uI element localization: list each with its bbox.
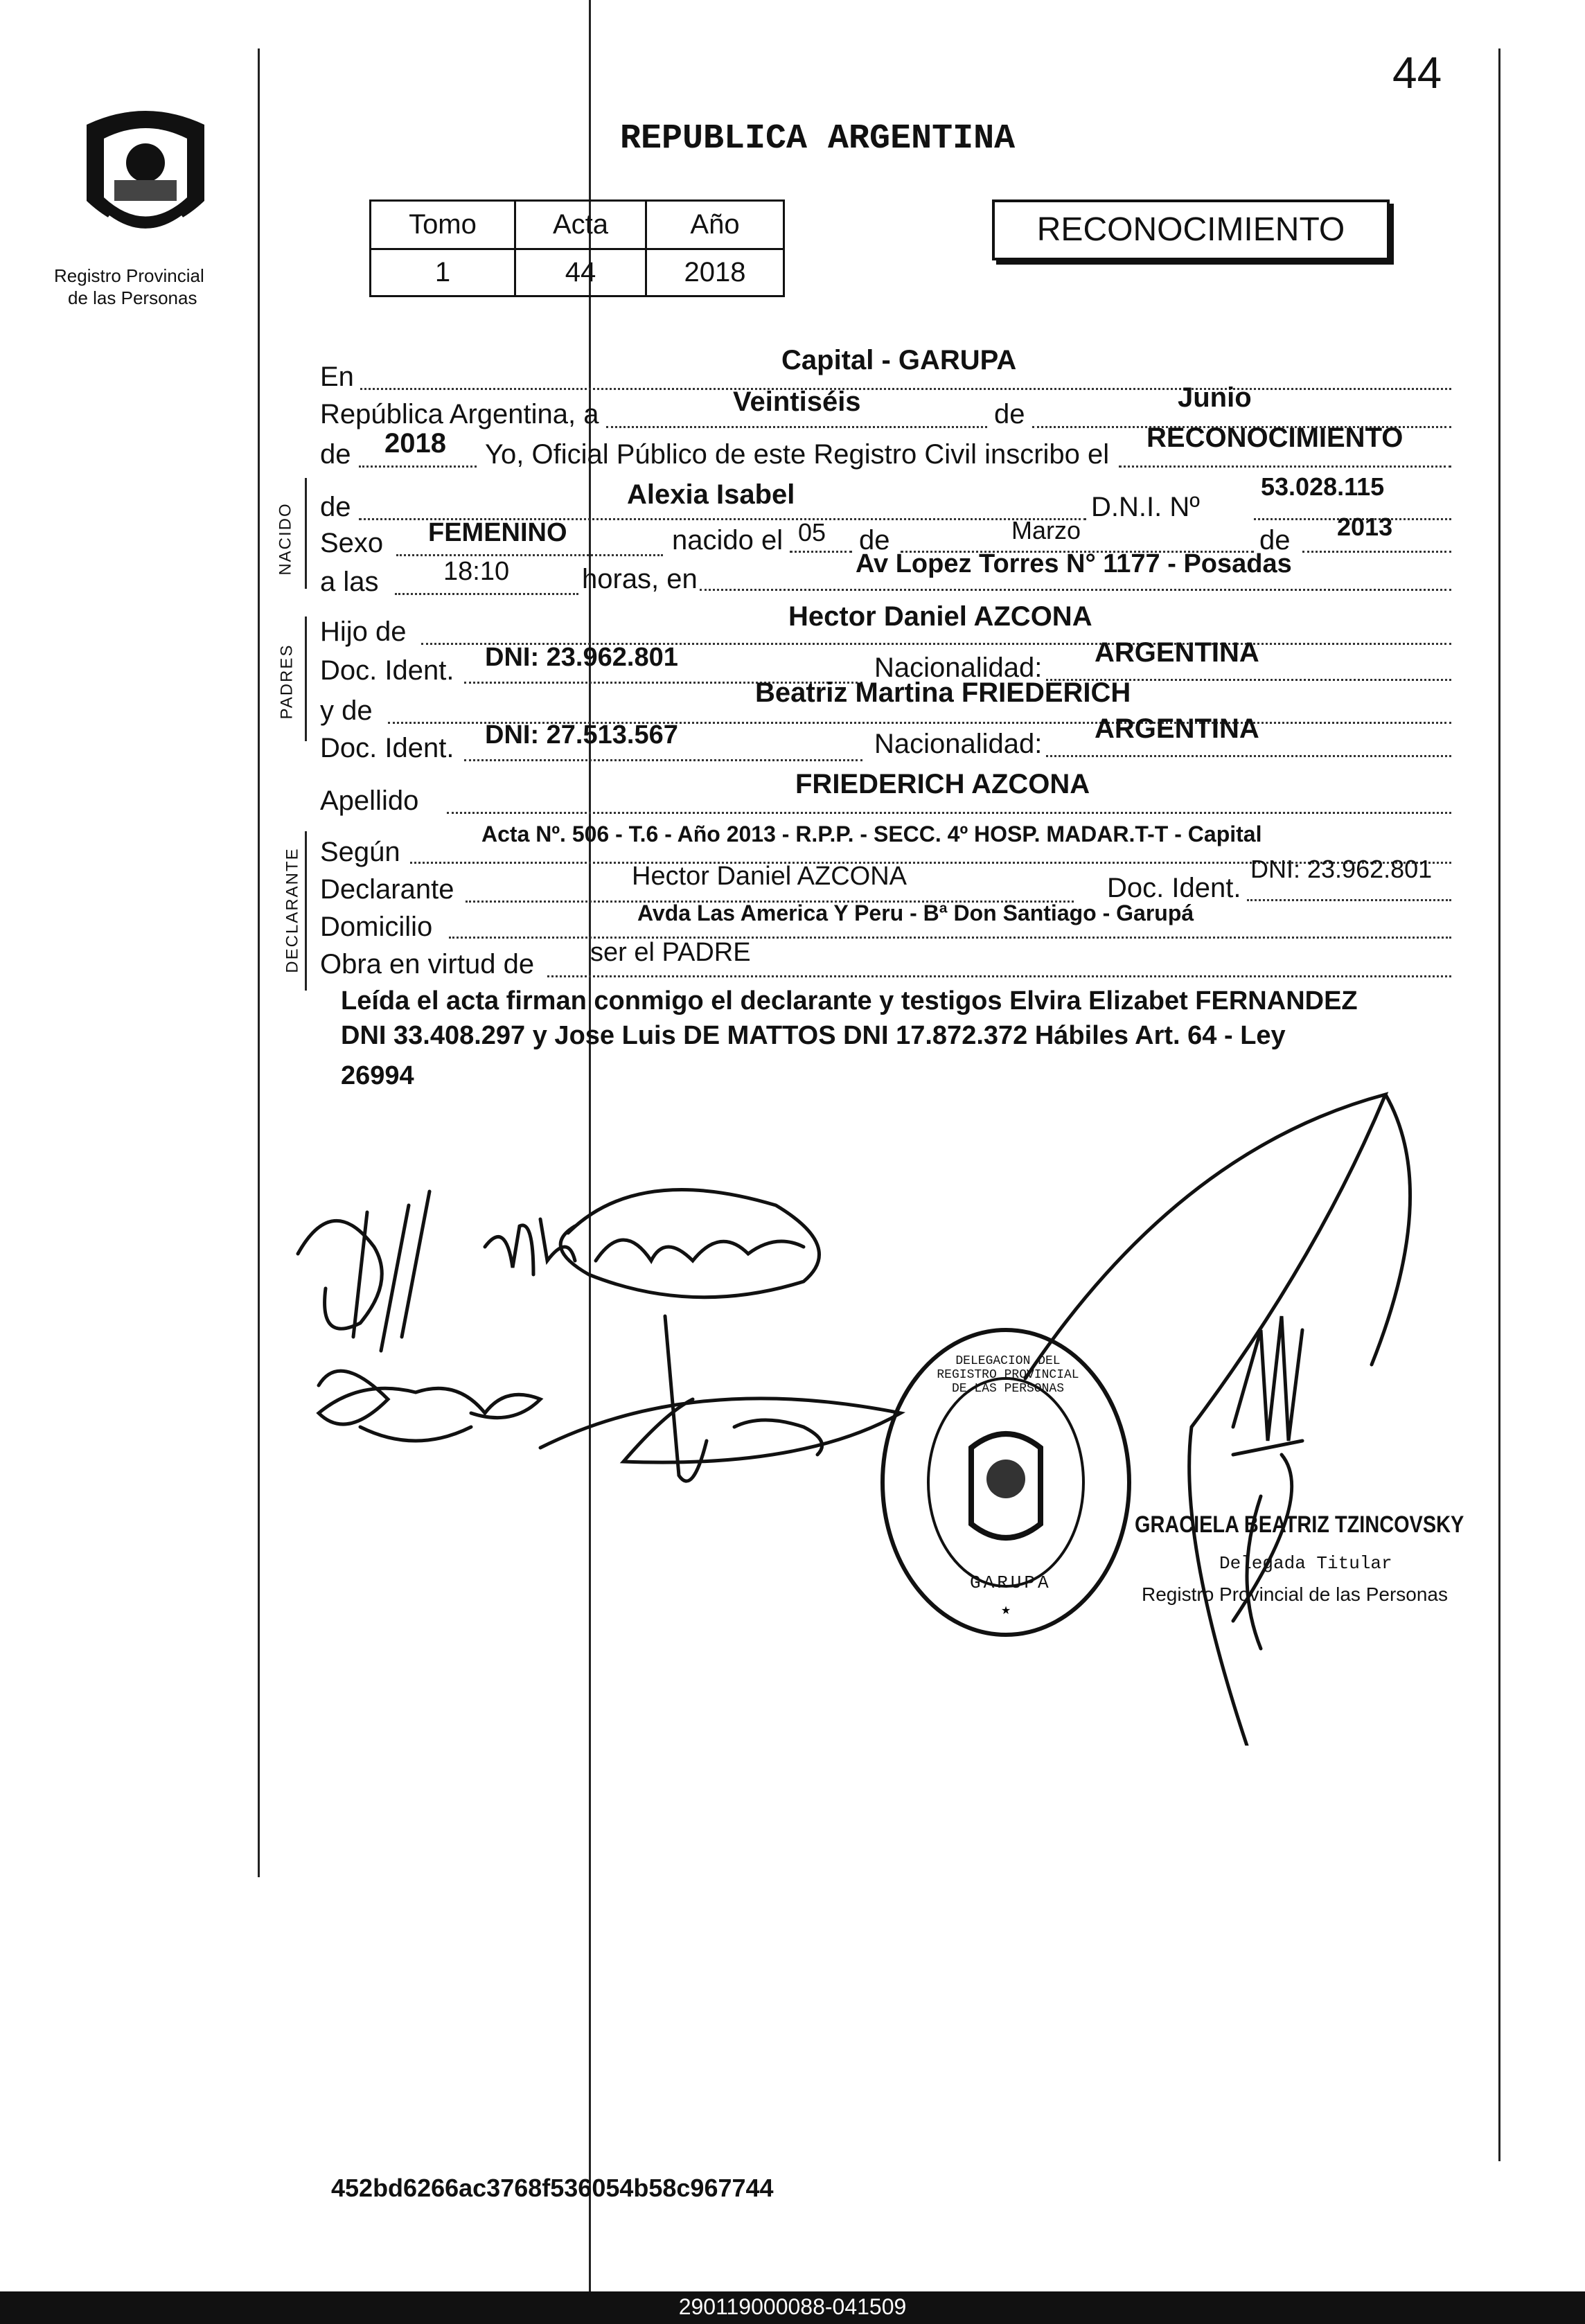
label-doc-ident-1: Doc. Ident. — [320, 655, 454, 686]
official-org: Registro Provincial de las Personas — [1142, 1584, 1448, 1605]
record-type-box: RECONOCIMIENTO — [992, 199, 1390, 260]
value-mes: Junio — [1178, 382, 1252, 413]
value-declarante-doc: DNI: 23.962.801 — [1250, 855, 1433, 883]
left-margin-line — [258, 48, 260, 1877]
label-y-de: y de — [320, 695, 373, 726]
label-sexo: Sexo — [320, 528, 384, 558]
value-dia: Veintiséis — [733, 387, 861, 417]
official-title: Delegada Titular — [1219, 1553, 1392, 1574]
label-dni: D.N.I. Nº — [1091, 492, 1200, 522]
value-apellido: FRIEDERICH AZCONA — [795, 769, 1090, 799]
label-nacionalidad-2: Nacionalidad: — [874, 729, 1043, 759]
label-apellido: Apellido — [320, 786, 419, 816]
label-yo-oficial: Yo, Oficial Público de este Registro Civil inscribo el — [485, 439, 1110, 470]
value-dni: 53.028.115 — [1261, 472, 1385, 501]
label-de-2: de — [859, 525, 890, 556]
logo-caption-2: de las Personas — [68, 287, 197, 308]
label-obra: Obra en virtud de — [320, 949, 535, 979]
logo-caption-1: Registro Provincial — [54, 265, 204, 286]
label-de-nombre: de — [320, 492, 351, 522]
table-header-anio: Año — [646, 201, 783, 249]
closing-line-3: 26994 — [341, 1061, 414, 1090]
value-anio-nac: 2013 — [1337, 513, 1393, 541]
record-table — [369, 199, 785, 297]
label-horas-en: horas, en — [582, 564, 698, 594]
footer-code: 290119000088-041509 — [678, 2294, 907, 2319]
value-madre-doc: DNI: 27.513.567 — [485, 720, 678, 749]
label-nacionalidad-1: Nacionalidad: — [874, 653, 1043, 683]
label-a-las: a las — [320, 567, 379, 597]
nacido-bracket — [305, 478, 307, 589]
label-de-anio: de — [320, 439, 351, 470]
province-logo — [66, 97, 225, 256]
value-dia-nac: 05 — [798, 518, 826, 547]
table-value-acta: 44 — [515, 249, 646, 296]
value-anio: 2018 — [384, 428, 446, 459]
dots-apellido — [447, 812, 1451, 814]
side-label-declarante: DECLARANTE — [283, 847, 302, 973]
table-header-acta: Acta — [515, 201, 646, 249]
svg-text:★: ★ — [1000, 1605, 1011, 1617]
official-name: GRACIELA BEATRIZ TZINCOVSKY — [1135, 1511, 1464, 1538]
dots-madre-nac — [1046, 755, 1451, 757]
dots-hora — [395, 593, 578, 595]
value-nombre: Alexia Isabel — [627, 479, 795, 510]
label-segun: Según — [320, 837, 400, 867]
stamp-text: DELEGACION DEL REGISTRO PROVINCIAL DE LAS PERSONAS — [937, 1354, 1079, 1396]
value-madre-nac: ARGENTINA — [1095, 713, 1259, 744]
side-label-nacido: NACIDO — [276, 502, 295, 576]
value-padre-nac: ARGENTINA — [1095, 637, 1259, 668]
label-de-mes: de — [994, 399, 1025, 429]
padres-bracket — [305, 617, 307, 741]
dots-madre-doc — [464, 759, 862, 761]
dots-obra — [547, 975, 1451, 977]
table-value-anio: 2018 — [646, 249, 783, 296]
label-doc-ident-3: Doc. Ident. — [1107, 873, 1241, 903]
dots-declarante-doc — [1247, 899, 1451, 901]
dots-sexo — [396, 554, 663, 556]
label-doc-ident-2: Doc. Ident. — [320, 733, 454, 763]
value-mes-nac: Marzo — [1011, 516, 1081, 544]
label-nacido-el: nacido el — [672, 525, 783, 556]
dots-dia-nac — [790, 551, 852, 553]
value-obra: ser el PADRE — [590, 938, 751, 967]
value-sexo: FEMENINO — [428, 518, 567, 547]
page-title: REPUBLICA ARGENTINA — [620, 119, 1016, 159]
value-acto: RECONOCIMIENTO — [1146, 423, 1404, 453]
side-label-padres: PADRES — [277, 644, 296, 720]
value-domicilio: Avda Las America Y Peru - Bª Don Santiago - Garupá — [637, 901, 1194, 925]
table-value-tomo: 1 — [371, 249, 515, 296]
page-number: 44 — [1392, 48, 1442, 98]
dots-acto — [1119, 465, 1451, 468]
declarante-bracket — [305, 831, 307, 991]
label-declarante: Declarante — [320, 874, 454, 905]
value-declarante: Hector Daniel AZCONA — [632, 862, 907, 891]
label-de-3: de — [1259, 525, 1291, 556]
dots-dia — [606, 426, 987, 428]
value-padre: Hector Daniel AZCONA — [788, 601, 1092, 632]
dots-anio — [359, 465, 477, 468]
label-domicilio: Domicilio — [320, 912, 433, 942]
label-republica: República Argentina, a — [320, 399, 599, 429]
dots-en — [360, 388, 1451, 390]
closing-line-2: DNI 33.408.297 y Jose Luis DE MATTOS DNI 17.872.372 Hábiles Art. 64 - Ley — [341, 1021, 1286, 1050]
value-segun: Acta Nº. 506 - T.6 - Año 2013 - R.P.P. - SECC. 4º HOSP. MADAR.T-T - Capital — [481, 822, 1262, 846]
label-en: En — [320, 362, 354, 392]
value-lugar: Capital - GARUPA — [781, 345, 1017, 375]
table-header-tomo: Tomo — [371, 201, 515, 249]
label-hijo-de: Hijo de — [320, 617, 407, 647]
stamp-bottom-text: GARUPA — [970, 1572, 1052, 1593]
value-lugar-nac: Av Lopez Torres N° 1177 - Posadas — [856, 549, 1292, 578]
value-hora: 18:10 — [443, 557, 510, 586]
dots-anio-nac — [1302, 551, 1451, 553]
dots-lugar-nac — [700, 589, 1451, 591]
closing-line-1: Leída el acta firman conmigo el declarante y testigos Elvira Elizabet FERNANDEZ — [341, 986, 1358, 1015]
value-madre: Beatriz Martina FRIEDERICH — [755, 677, 1131, 708]
value-padre-doc: DNI: 23.962.801 — [485, 643, 678, 672]
document-hash: 452bd6266ac3768f536054b58c967744 — [331, 2174, 774, 2202]
